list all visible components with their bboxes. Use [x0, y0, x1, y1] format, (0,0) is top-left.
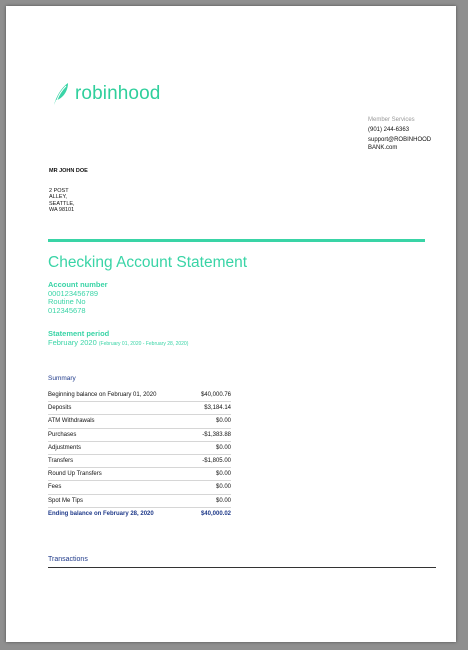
summary-row-label: Purchases	[48, 431, 77, 438]
member-services	[368, 116, 434, 152]
statement-period-range: (February 01, 2020 - February 28, 2020)	[98, 340, 189, 347]
summary-row	[48, 442, 231, 455]
summary-row-value: $0.00	[215, 484, 231, 491]
summary-row-value: -$1,383.88	[202, 431, 231, 438]
account-number: 000123456789	[48, 288, 99, 298]
summary-row	[48, 429, 231, 442]
summary-row-value: $40,000.76	[200, 392, 231, 399]
summary-ending-row	[48, 508, 231, 520]
summary-row-label: ATM Withdrawals	[48, 418, 95, 425]
page-title: Checking Account Statement	[48, 254, 248, 271]
feather-icon	[50, 82, 70, 106]
summary-row-label: Round Up Transfers	[48, 471, 102, 478]
member-services-email: support@ROBINHOOD BANK.com	[368, 137, 432, 151]
statement-page	[6, 6, 456, 642]
transactions-heading: Transactions	[48, 556, 88, 563]
customer-name: MR JOHN DOE	[49, 168, 88, 174]
brand-name: robinhood	[75, 83, 161, 104]
member-services-label: Member Services	[368, 117, 415, 123]
transactions-divider	[48, 567, 436, 568]
summary-row	[48, 455, 231, 468]
customer-address-block	[49, 168, 89, 214]
summary-heading: Summary	[48, 375, 76, 382]
summary-row	[48, 389, 231, 402]
header-divider	[48, 239, 425, 242]
routing-number: 012345678	[48, 305, 86, 315]
summary-row-label: Spot Me Tips	[48, 497, 84, 504]
routing-number-label: Routine No	[48, 297, 86, 306]
ending-balance-label: Ending balance on February 28, 2020	[48, 510, 154, 517]
statement-period-label: Statement period	[48, 329, 110, 338]
summary-row-label: Deposits	[48, 405, 72, 412]
statement-period	[48, 330, 188, 348]
account-number-label: Account number	[48, 280, 108, 289]
ending-balance-value: $40,000.02	[200, 510, 231, 517]
summary-table	[48, 389, 231, 520]
summary-row-value: $0.00	[215, 471, 231, 478]
member-services-phone: (901) 244-6363	[368, 127, 410, 133]
summary-row-label: Transfers	[48, 458, 74, 465]
summary-row-value: $3,184.14	[204, 405, 231, 412]
summary-row	[48, 468, 231, 481]
summary-row	[48, 402, 231, 415]
customer-address: 2 POST ALLEY, SEATTLE, WA 98101	[49, 187, 75, 213]
summary-row-value: -$1,805.00	[202, 458, 231, 465]
account-info	[48, 281, 108, 315]
summary-row	[48, 415, 231, 428]
brand-logo	[50, 82, 160, 106]
summary-row-value: $0.00	[215, 444, 231, 451]
statement-period-month: February 2020	[48, 337, 97, 347]
summary-row-label: Fees	[48, 484, 62, 491]
summary-row-label: Beginning balance on February 01, 2020	[48, 392, 157, 399]
summary-row-value: $0.00	[215, 497, 231, 504]
summary-row	[48, 495, 231, 508]
summary-row-label: Adjustments	[48, 444, 82, 451]
summary-row	[48, 481, 231, 494]
summary-row-value: $0.00	[215, 418, 231, 425]
